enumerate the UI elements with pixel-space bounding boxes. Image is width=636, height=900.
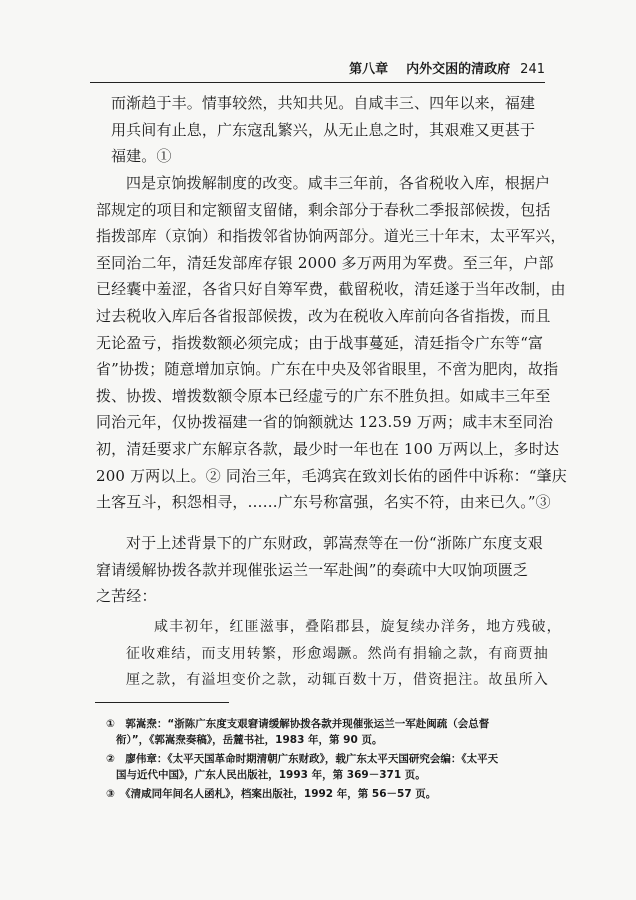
page-number: 241 (520, 62, 545, 77)
footnote-line: ③ 《清咸同年间名人函札》，档案出版社，1992 年，第 56－57 页。 (106, 788, 437, 800)
footnote-3 (106, 786, 566, 802)
text-line: 同治元年，仅协拨福建一省的饷额就达 123.59 万两；咸丰末至同治 (96, 413, 554, 432)
quote-line: 厘之款，有溢坦变价之款，动辄百数十万，借资挹注。故虽所入 (126, 672, 549, 689)
paragraph-3 (96, 530, 543, 610)
quote-line: 征收难结，而支用转繁，形愈竭蹶。然尚有捐输之款，有商贾抽 (126, 645, 549, 662)
text-line: 部规定的项目和定额留支留储，剩余部分于春秋二季报部候拨，包括 (96, 200, 551, 219)
text-line: 而渐趋于丰。情事较然，共知共见。自咸丰三、四年以来，福建 (111, 94, 536, 112)
text-line: 无论盈亏，指拨数额必须完成；由于战事蔓延，清廷指令广东等“富 (96, 333, 544, 352)
chapter-label: 第八章 (349, 62, 389, 77)
text-line: 已经囊中羞涩，各省只好自筹军费，截留税收，清廷遂于当年改制，由 (96, 280, 566, 299)
paragraph-2 (96, 170, 567, 516)
paragraph-1 (111, 90, 551, 170)
text-line: 200 万两以上。② 同治三年，毛鸿宾在致刘长佑的函件中诉称：“肇庆 (96, 466, 567, 485)
text-line: 对于上述背景下的广东财政，郭嵩焘等在一份“浙陈广东度支艰 (126, 534, 543, 552)
text-line: 用兵间有止息，广东寇乱繁兴，从无止息之时，其艰难又更甚于 (111, 120, 536, 139)
running-header (90, 62, 545, 83)
footnote-separator (95, 702, 229, 703)
text-line: 过去税收入库后各省报部候拨，改为在税收入库前向各省指拨，而且 (96, 306, 551, 325)
footnote-line: ① 郭嵩焘：“浙陈广东度支艰窘请缓解协拨各款并现催张运兰一军赴闽疏（会总督 (106, 718, 490, 730)
text-line: 窘请缓解协拨各款并现催张运兰一军赴闽”的奏疏中大叹饷项匮乏 (96, 560, 529, 579)
text-line: 初，清廷要求广东解京各款，最少时一年也在 100 万两以上，多时达 (96, 439, 560, 458)
text-line: 四是京饷拨解制度的改变。咸丰三年前，各省税收入库，根据户 (126, 174, 551, 192)
text-line: 福建。① (111, 147, 172, 166)
block-quote (126, 614, 566, 694)
footnote-line: 国与近代中国》，广东人民出版社，1993 年，第 369－371 页。 (116, 769, 426, 781)
footnote-line: 衔）”，《郭嵩焘奏稿》，岳麓书社，1983 年，第 90 页。 (116, 734, 383, 746)
text-line: 至同治二年，清廷发部库存银 2000 多万两用为军费。至三年，户部 (96, 253, 554, 272)
chapter-title: 内外交困的清政府 (406, 62, 511, 77)
text-line: 省”协拨；随意增加京饷。广东在中央及邻省眼里，不啻为肥肉，故指 (96, 360, 559, 379)
text-line: 土客互斗，积怨相寻，……广东号称富强，名实不符，由来已久。”③ (96, 493, 551, 512)
footnote-1 (106, 716, 566, 748)
quote-line: 咸丰初年，红匪滋事，叠陷郡县，旋复续办洋务，地方残破， (154, 619, 562, 635)
footnote-line: ② 廖伟章：《太平天国革命时期清朝广东财政》，载广东太平天国研究会编：《太平天 (106, 753, 499, 765)
text-line: 之苦经： (96, 587, 157, 606)
text-line: 拨、协拨、增拨数额令原本已经虚亏的广东不胜负担。如咸丰三年至 (96, 386, 551, 405)
text-line: 指拨部库（京饷）和指拨邻省协饷两部分。道光三十年末，太平军兴， (96, 227, 566, 246)
footnote-2 (106, 751, 566, 783)
